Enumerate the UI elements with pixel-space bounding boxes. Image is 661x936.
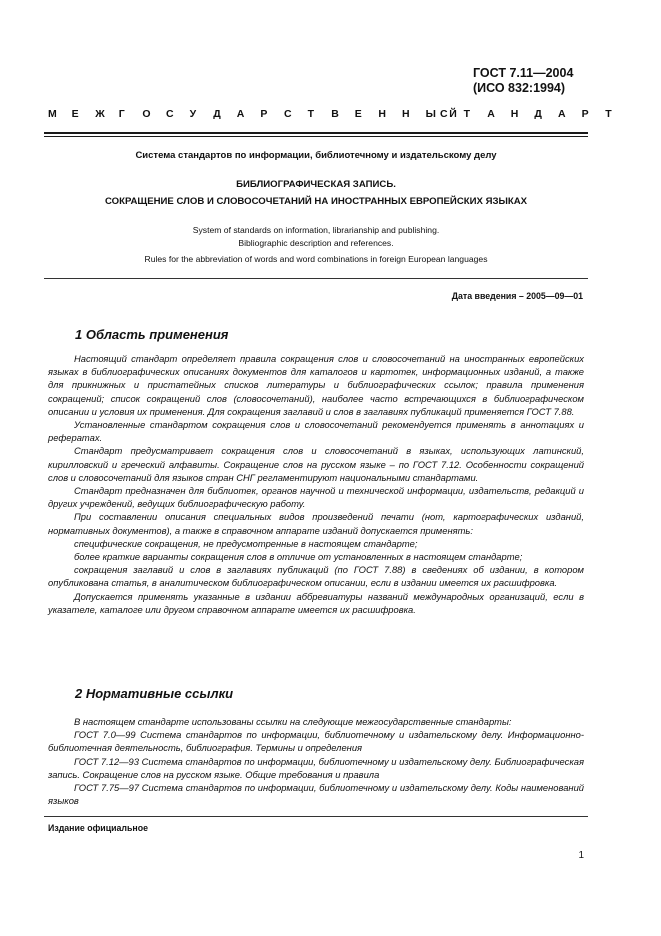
banner-letter: Н: [510, 108, 519, 120]
section-1-heading: 1 Область применения: [75, 327, 229, 342]
section-1-paragraph: Стандарт предусматривает сокращения слов и словосочетаний в языках, использующих латинский, кирилловский и греческий алфавиты. Сокращение слов на русском языке – по ГОСТ 7.12. Особенности сокращений слов и словосочетаний для языков стран СНГ регламентируют национальными стандартами.: [48, 445, 584, 483]
banner-letter: А: [487, 108, 495, 120]
page-number: 1: [578, 850, 584, 861]
banner-letter: Р: [581, 108, 589, 120]
section-1-paragraph: Допускается применять указанные в издании аббревиатуры названий международных организаций, если в указателе, каталоге или другом справочном аппарате имеется их расшифровка.: [48, 590, 584, 615]
english-title-line-2: Bibliographic description and references.: [238, 238, 394, 248]
document-title-line-1: БИБЛИОГРАФИЧЕСКАЯ ЗАПИСЬ.: [236, 179, 396, 190]
section-1-body: [48, 352, 584, 616]
standard-code-block: [473, 66, 573, 96]
footer-rule: [44, 816, 588, 817]
banner-letter: Ж: [95, 108, 105, 120]
section-1-list-item: специфические сокращения, не предусмотренные в настоящем стандарте;: [74, 537, 418, 549]
title-rule: [44, 278, 588, 279]
section-2-paragraph: В настоящем стандарте использованы ссылки на следующие межгосударственные стандарты:: [74, 716, 512, 727]
banner-letter: Д: [213, 108, 221, 120]
banner-letter: Н: [402, 108, 410, 120]
normative-reference: ГОСТ 7.75—97 Система стандартов по информации, библиотечному и издательскому делу. Коды наименований языков: [48, 782, 584, 807]
banner-letter: В: [331, 108, 339, 120]
banner-letter: С: [166, 108, 174, 120]
banner-letter: У: [189, 108, 197, 120]
english-title-line-3: Rules for the abbreviation of words and word combinations in foreign European languages: [144, 254, 488, 264]
header-rule-thin: [44, 136, 588, 137]
banner-letter: С: [440, 108, 448, 120]
section-1-paragraph: Стандарт предназначен для библиотек, органов научной и технической информации, издательств, редакций и других учреждений, ведущих библиографическую работу.: [48, 485, 584, 510]
banner-letter: Т: [307, 108, 315, 120]
official-publication-note: Издание официальное: [48, 823, 148, 833]
normative-reference: ГОСТ 7.12—93 Система стандартов по информации, библиотечному и издательскому делу. Библиографическая запись. Сокращение слов на русском языке. Общие требования и правила: [48, 755, 584, 780]
iso-code: (ИСО 832:1994): [473, 81, 566, 95]
banner-letter: Т: [463, 108, 471, 120]
banner-letter: С: [284, 108, 292, 120]
section-1-list-item: сокращения заглавий и слов в заглавиях публикаций (по ГОСТ 7.88) в сведениях об издании, в котором опубликована статья, в аналитическом библиографическом описании, если в издании имеется их расшифровка.: [48, 564, 584, 589]
section-2-heading: 2 Нормативные ссылки: [75, 686, 234, 701]
document-title-line-2: СОКРАЩЕНИЕ СЛОВ И СЛОВОСОЧЕТАНИЙ НА ИНОСТРАННЫХ ЕВРОПЕЙСКИХ ЯЗЫКАХ: [104, 196, 528, 207]
banner-letter: Н: [378, 108, 386, 120]
section-1-list-item: более краткие варианты сокращения слов в отличие от установленных в настоящем стандарте;: [74, 551, 523, 563]
banner-letter: Ы: [425, 108, 436, 120]
section-1-paragraph: При составлении описания специальных видов произведений печати (нот, картографических изданий, нормативных документов), а также в справочном аппарате изданий допускается применять:: [48, 511, 584, 536]
introduction-date: Дата введения – 2005—09—01: [451, 291, 583, 301]
banner-letter: А: [558, 108, 566, 120]
banner-letter: Г: [118, 108, 125, 120]
english-title: [44, 224, 588, 266]
banner-letter: О: [142, 108, 151, 120]
banner-letter: Й: [449, 108, 457, 120]
section-1-paragraph: Настоящий стандарт определяет правила сокращения слов и словосочетаний на иностранных европейских языках в библиографических описаниях документов для каталогов и картотек, информационных изданий, а также для прикнижных и пристатейных списков литературы и библиографических ссылок; правила применения сокращений; список сокращений слов (словосочетаний), наиболее часто встречающихся в библиографическом описании и условия их применения. Для сокращения заглавий и слов в заглавиях публикаций применяется ГОСТ 7.88.: [48, 353, 584, 417]
banner-letter: Д: [534, 108, 542, 120]
banner-letter: М: [48, 108, 57, 120]
banner-letter: А: [236, 108, 245, 120]
series-title: Система стандартов по информации, библиотечному и издательскому делу: [135, 150, 497, 161]
banner-letter: Р: [260, 108, 268, 120]
banner-letter: Т: [605, 108, 612, 120]
english-title-line-1: System of standards on information, librarianship and publishing.: [192, 225, 440, 235]
normative-reference: ГОСТ 7.0—99 Система стандартов по информации, библиотечному и издательскому делу. Информационно-библиотечная деятельность, библиография. Термины и определения: [48, 729, 584, 754]
header-rule-thick: [44, 132, 588, 134]
banner-letter: Е: [71, 108, 79, 120]
document-title: [44, 176, 588, 210]
section-2-body: [48, 715, 584, 807]
section-1-paragraph: Установленные стандартом сокращения слов и словосочетаний рекомендуется применять в аннотациях и рефератах.: [48, 419, 584, 444]
standard-code: ГОСТ 7.11—2004: [473, 66, 574, 80]
banner-letter: Е: [354, 108, 362, 120]
